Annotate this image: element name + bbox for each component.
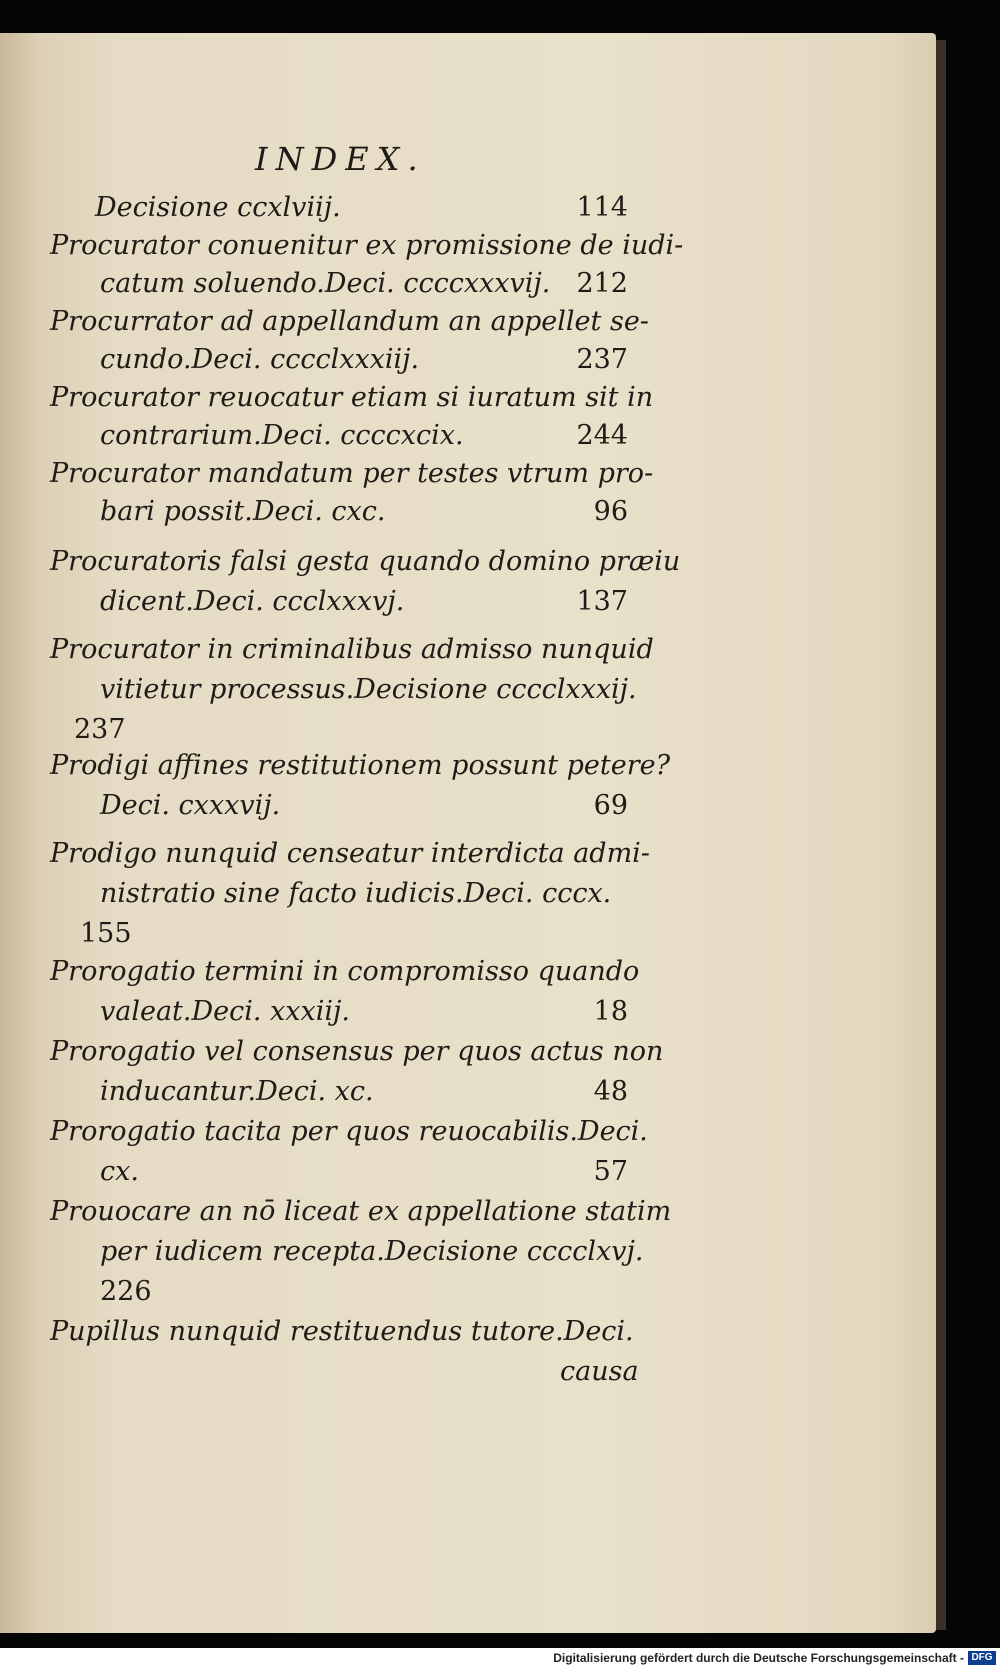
index-entry-line: Procurrator ad appellandum an appellet se-: [50, 306, 649, 337]
index-entry-line: catum soluendo.Deci. ccccxxxvij.: [100, 268, 551, 299]
page-edge: [936, 40, 946, 1630]
index-entry-line: Procurator in criminalibus admisso nunquid: [50, 634, 654, 665]
digitization-footer: [0, 1648, 1000, 1670]
index-entry-line: Prorogatio termini in compromisso quando: [50, 956, 640, 987]
page-number: 57: [593, 1156, 628, 1187]
page-number: 96: [593, 496, 628, 527]
index-entry-line: nistratio sine facto iudicis.Deci. cccx.: [100, 878, 612, 909]
page-number: 114: [576, 192, 628, 223]
page-number: 18: [593, 996, 628, 1027]
index-entry-line: cundo.Deci. cccclxxxiij.: [100, 344, 420, 375]
index-entry-line: valeat.Deci. xxxiij.: [100, 996, 350, 1027]
page-number: 237: [74, 714, 126, 745]
index-entry-line: Pupillus nunquid restituendus tutore.Deci.: [50, 1316, 634, 1347]
index-entry-line: Procurator conuenitur ex promissione de iudi-: [50, 230, 684, 261]
index-entry-line: Prodigi affines restitutionem possunt petere?: [50, 750, 671, 781]
index-entry-line: Procurator reuocatur etiam si iuratum sit in: [50, 382, 654, 413]
index-entry-line: Prorogatio tacita per quos reuocabilis.Deci.: [50, 1116, 648, 1147]
page-number: 244: [576, 420, 628, 451]
index-entry-line: bari possit.Deci. cxc.: [100, 496, 386, 527]
index-entry-line: Decisione ccxlviij.: [95, 192, 341, 223]
dfg-logo-icon: DFG: [968, 1651, 996, 1665]
index-entry-line: Prouocare an nō liceat ex appellatione statim: [50, 1196, 672, 1227]
page-number: 226: [100, 1276, 152, 1307]
page-number: 69: [593, 790, 628, 821]
index-entry-line: inducantur.Deci. xc.: [100, 1076, 374, 1107]
page-header: INDEX.: [255, 140, 426, 178]
catchword: causa: [560, 1356, 639, 1387]
page-number: 212: [576, 268, 628, 299]
index-entry-line: dicent.Deci. ccclxxxvj.: [100, 586, 405, 617]
footer-text: Digitalisierung gefördert durch die Deutsche Forschungsgemeinschaft -: [553, 1651, 964, 1665]
page-number: 48: [593, 1076, 628, 1107]
index-entry-line: Procurator mandatum per testes vtrum pro-: [50, 458, 654, 489]
index-entry-line: Procuratoris falsi gesta quando domino præiu: [50, 546, 681, 577]
index-entry-line: vitietur processus.Decisione cccclxxxij.: [100, 674, 637, 705]
index-entry-line: Prodigo nunquid censeatur interdicta admi-: [50, 838, 650, 869]
index-entry-line: cx.: [100, 1156, 139, 1187]
index-entry-line: Prorogatio vel consensus per quos actus non: [50, 1036, 664, 1067]
index-entry-line: contrarium.Deci. ccccxcix.: [100, 420, 464, 451]
page-number: 137: [576, 586, 628, 617]
index-entry-line: Deci. cxxxvij.: [100, 790, 281, 821]
page-number: 237: [576, 344, 628, 375]
page-number: 155: [80, 918, 132, 949]
index-entry-line: per iudicem recepta.Decisione cccclxvj.: [100, 1236, 644, 1267]
